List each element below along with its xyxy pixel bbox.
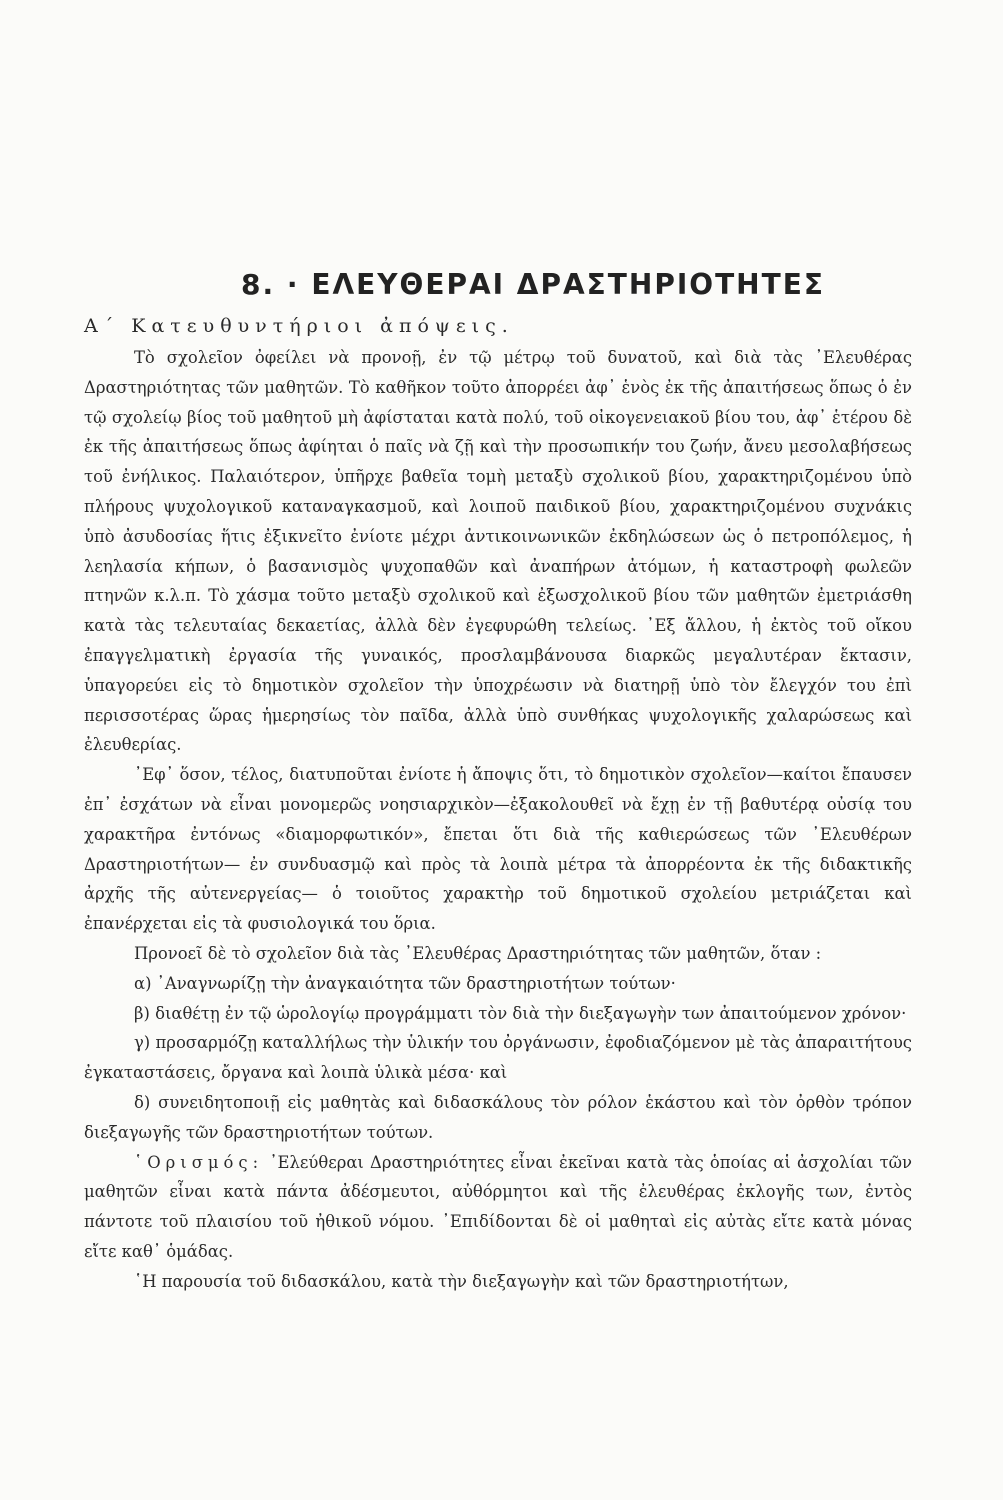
subsection-title: Α΄ Κατευθυντήριοι ἀπόψεις. (84, 315, 514, 337)
list-item-d: δ) συνειδητοποιῇ εἰς μαθητὰς καὶ διδασκάλους τὸν ρόλον ἑκάστου καὶ τὸν ὀρθὸν τρόπον διεξαγωγῆς τῶν δραστηριοτήτων τούτων. (84, 1092, 912, 1142)
definition-paragraph (84, 1148, 912, 1267)
definition-term: ῾Ορισμός: (134, 1152, 264, 1172)
list-item-a: α) ᾿Αναγνωρίζῃ τὴν ἀναγκαιότητα τῶν δραστηριοτήτων τούτων· (134, 973, 676, 993)
section-title: ΕΛΕΥΘΕΡΑΙ ΔΡΑΣΤΗΡΙΟΤΗΤΕΣ (311, 268, 825, 301)
list-item-b: β) διαθέτῃ ἐν τῷ ὡρολογίῳ προγράμματι τὸν διὰ τὴν διεξαγωγὴν των ἀπαιτούμενον χρόνον· (134, 1003, 907, 1023)
paragraph-2: ᾿Εφ᾿ ὅσον, τέλος, διατυποῦται ἐνίοτε ἡ ἄποψις ὅτι, τὸ δημοτικὸν σχολεῖον—καίτοι ἔπαυσεν ἐπ᾿ ἐσχάτων νὰ εἶναι μονομερῶς νοησιαρχικὸν—ἐξακολουθεῖ νὰ ἔχῃ ἐν τῇ βαθυτέρᾳ οὐσίᾳ του χαρακτῆρα ἐντόνως «διαμορφωτικόν», ἔπεται ὅτι διὰ τῆς καθιερώσεως τῶν ᾿Ελευθέρων Δραστηριοτήτων— ἐν συνδυασμῷ καὶ πρὸς τὰ λοιπὰ μέτρα τὰ ἀπορρέοντα ἐκ τῆς διδακτικῆς ἀρχῆς τῆς αὐτενεργείας— ὁ τοιοῦτος χαρακτὴρ τοῦ δημοτικοῦ σχολείου μετριάζεται καὶ ἐπανέρχεται εἰς τὰ φυσιολογικά του ὅρια. (84, 765, 912, 934)
section-heading (84, 268, 912, 301)
heading-separator: · (286, 268, 300, 301)
paragraph-3: Προνοεῖ δὲ τὸ σχολεῖον διὰ τὰς ᾿Ελευθέρας Δραστηριότητας τῶν μαθητῶν, ὅταν : (134, 943, 822, 963)
page-body (84, 268, 912, 1297)
list-item-c: γ) προσαρμόζῃ καταλλήλως τὴν ὑλικήν του ὀργάνωσιν, ἐφοδιαζόμενον μὲ τὰς ἀπαραιτήτους ἐγκαταστάσεις, ὄργανα καὶ λοιπὰ ὑλικὰ μέσα· καὶ (84, 1033, 912, 1083)
definition-text: ᾿Ελεύθεραι Δραστηριότητες εἶναι ἐκεῖναι κατὰ τὰς ὁποίας αἱ ἀσχολίαι τῶν μαθητῶν εἶναι κατὰ πάντα ἀδέσμευτοι, αὐθόρμητοι καὶ τῆς ἐλευθέρας ἐκλογῆς των, ἐντὸς πάντοτε τοῦ πλαισίου τοῦ ἠθικοῦ νόμου. ᾿Επιδίδονται δὲ οἱ μαθηταὶ εἰς αὐτὰς εἴτε κατὰ μόνας εἴτε καθ᾿ ὁμάδας. (84, 1152, 912, 1261)
last-line: ῾Η παρουσία τοῦ διδασκάλου, κατὰ τὴν διεξαγωγὴν καὶ τῶν δραστηριοτήτων, (134, 1271, 789, 1291)
paragraph-1: Τὸ σχολεῖον ὀφείλει νὰ προνοῇ, ἐν τῷ μέτρῳ τοῦ δυνατοῦ, καὶ διὰ τὰς ᾿Ελευθέρας Δραστηριότητας τῶν μαθητῶν. Τὸ καθῆκον τοῦτο ἀπορρέει ἀφ᾿ ἑνὸς ἐκ τῆς ἀπαιτήσεως ὅπως ὁ ἐν τῷ σχολείῳ βίος τοῦ μαθητοῦ μὴ ἀφίσταται κατὰ πολύ, τοῦ οἰκογενειακοῦ βίου του, ἀφ᾿ ἑτέρου δὲ ἐκ τῆς ἀπαιτήσεως ὅπως ἀφίηται ὁ παῖς νὰ ζῇ καὶ τὴν προσωπικήν του ζωήν, ἄνευ μεσολαβήσεως τοῦ ἐνήλικος. Παλαιότερον, ὑπῆρχε βαθεῖα τομὴ μεταξὺ σχολικοῦ βίου, χαρακτηριζομένου ὑπὸ πλήρους ψυχολογικοῦ καταναγκασμοῦ, καὶ λοιποῦ παιδικοῦ βίου, χαρακτηριζομένου συχνάκις ὑπὸ ἀσυδοσίας ἥτις ἐξικνεῖτο ἐνίοτε μέχρι ἀντικοινωνικῶν ἐκδηλώσεων ὡς ὁ πετροπόλεμος, ἡ λεηλασία κήπων, ὁ βασανισμὸς ψυχοπαθῶν καὶ ἀναπήρων ἀτόμων, ἡ καταστροφὴ φωλεῶν πτηνῶν κ.λ.π. Τὸ χάσμα τοῦτο μεταξὺ σχολικοῦ καὶ ἐξωσχολικοῦ βίου τῶν μαθητῶν ἐμετριάσθη κατὰ τὰς τελευταίας δεκαετίας, ἀλλὰ δὲν ἐγεφυρώθη τελείως. ᾿Εξ ἄλλου, ἡ ἐκτὸς τοῦ οἴκου ἐπαγγελματικὴ ἐργασία τῆς γυναικός, προσλαμβάνουσα διαρκῶς μεγαλυτέραν ἔκτασιν, ὑπαγορεύει εἰς τὸ δημοτικὸν σχολεῖον τὴν ὑποχρέωσιν νὰ διατηρῇ ὑπὸ τὸν ἔλεγχόν του ἐπὶ περισσοτέρας ὥρας ἡμερησίως τὸν παῖδα, ἀλλὰ ὑπὸ συνθήκας ψυχολογικῆς χαλαρώσεως καὶ ἐλευθερίας. (84, 348, 912, 755)
section-number: 8. (241, 268, 276, 301)
